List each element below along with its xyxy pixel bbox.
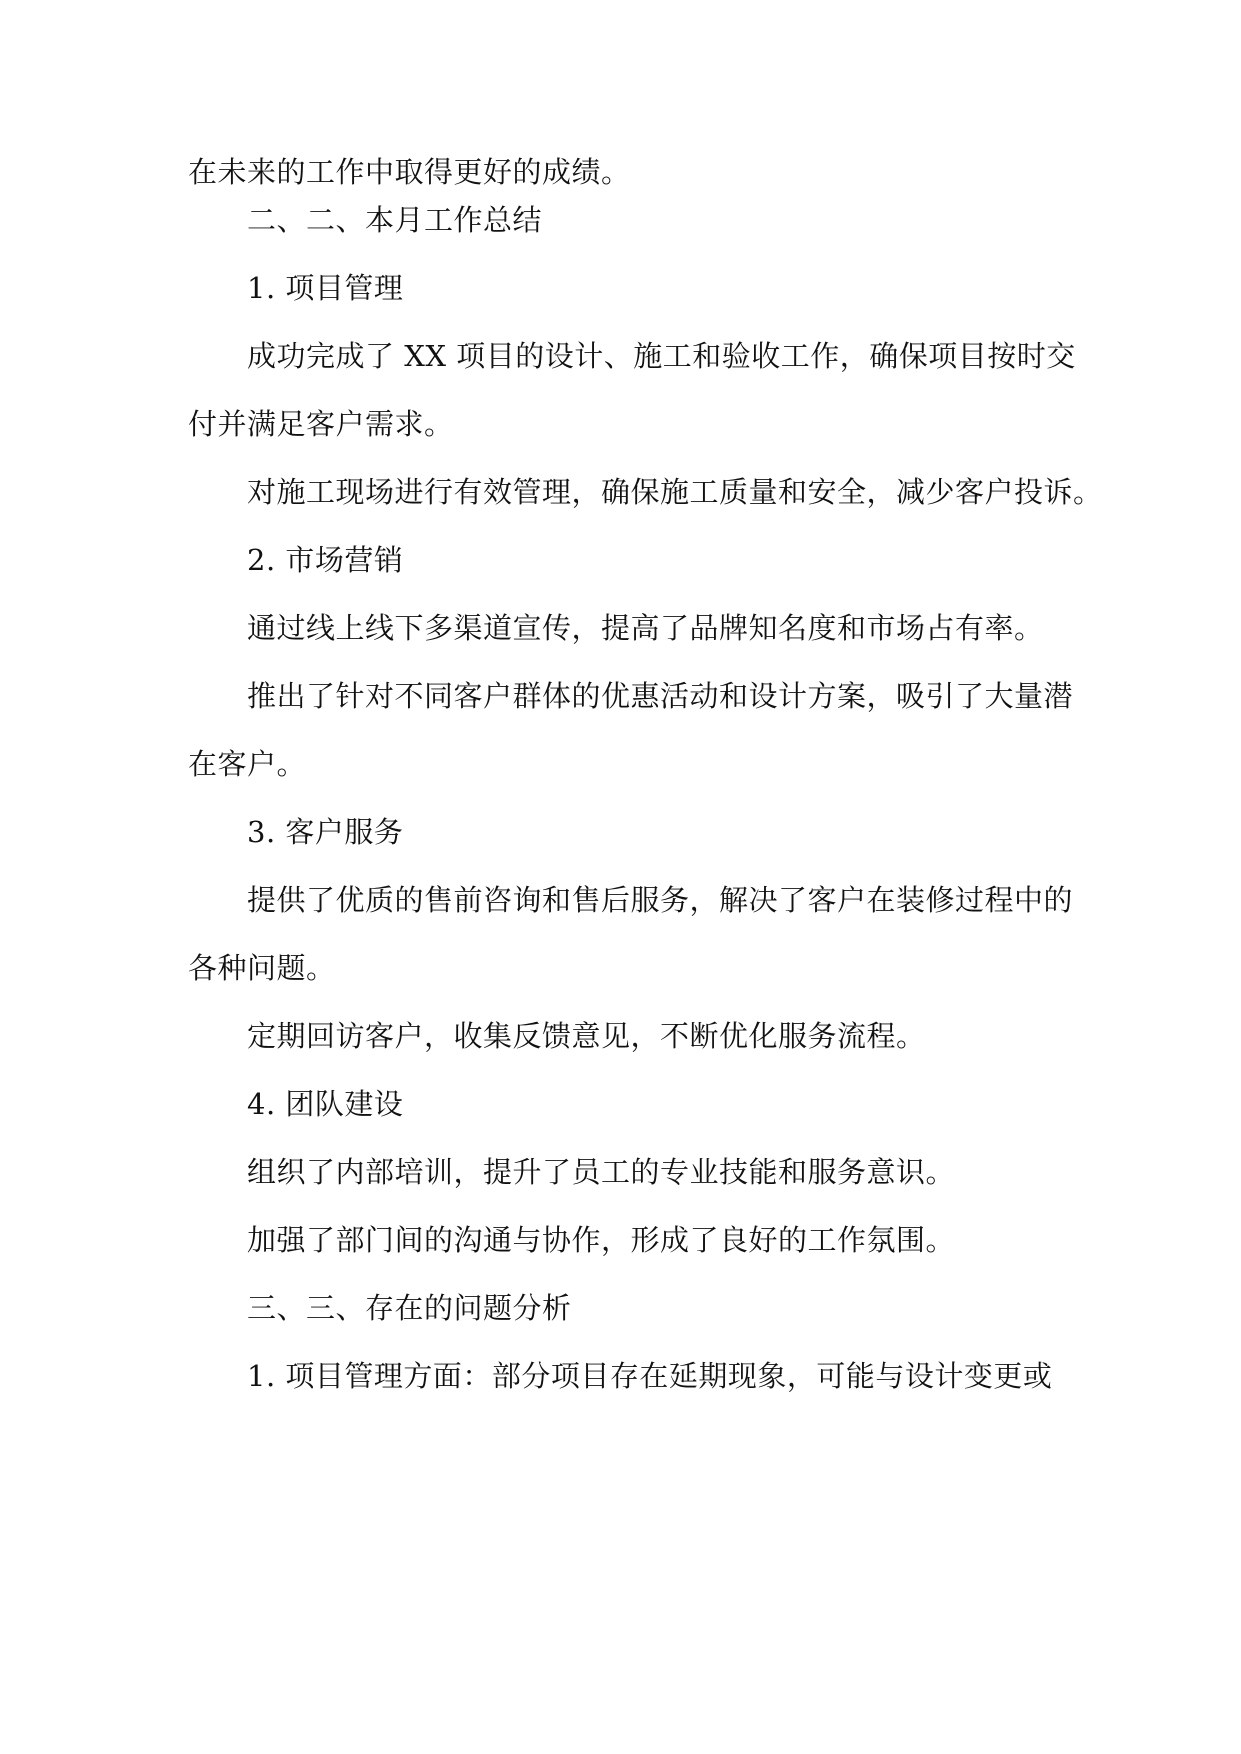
section-heading-3: 三、三、存在的问题分析: [247, 1291, 572, 1325]
subheading-team-building: 4. 团队建设: [247, 1087, 404, 1121]
paragraph-line: 在客户。: [188, 747, 307, 781]
paragraph-line: 组织了内部培训，提升了员工的专业技能和服务意识。: [247, 1155, 956, 1189]
section-heading-2: 二、二、本月工作总结: [247, 203, 543, 237]
paragraph-line: 成功完成了 XX 项目的设计、施工和验收工作，确保项目按时交: [247, 339, 1076, 373]
subheading-marketing: 2. 市场营销: [247, 543, 404, 577]
paragraph-line: 加强了部门间的沟通与协作，形成了良好的工作氛围。: [247, 1223, 956, 1257]
paragraph-line: 通过线上线下多渠道宣传，提高了品牌知名度和市场占有率。: [247, 611, 1044, 645]
paragraph-line: 各种问题。: [188, 951, 336, 985]
paragraph-line: 1. 项目管理方面：部分项目存在延期现象，可能与设计变更或: [247, 1359, 1053, 1393]
paragraph-line: 付并满足客户需求。: [188, 407, 454, 441]
paragraph-line: 提供了优质的售前咨询和售后服务，解决了客户在装修过程中的: [247, 883, 1074, 917]
paragraph-continuation: 在未来的工作中取得更好的成绩。: [188, 155, 631, 189]
subheading-customer-service: 3. 客户服务: [247, 815, 404, 849]
paragraph-line: 对施工现场进行有效管理，确保施工质量和安全，减少客户投诉。: [247, 475, 1103, 509]
subheading-project-management: 1. 项目管理: [247, 271, 404, 305]
paragraph-line: 定期回访客户，收集反馈意见，不断优化服务流程。: [247, 1019, 926, 1053]
paragraph-line: 推出了针对不同客户群体的优惠活动和设计方案，吸引了大量潜: [247, 679, 1074, 713]
